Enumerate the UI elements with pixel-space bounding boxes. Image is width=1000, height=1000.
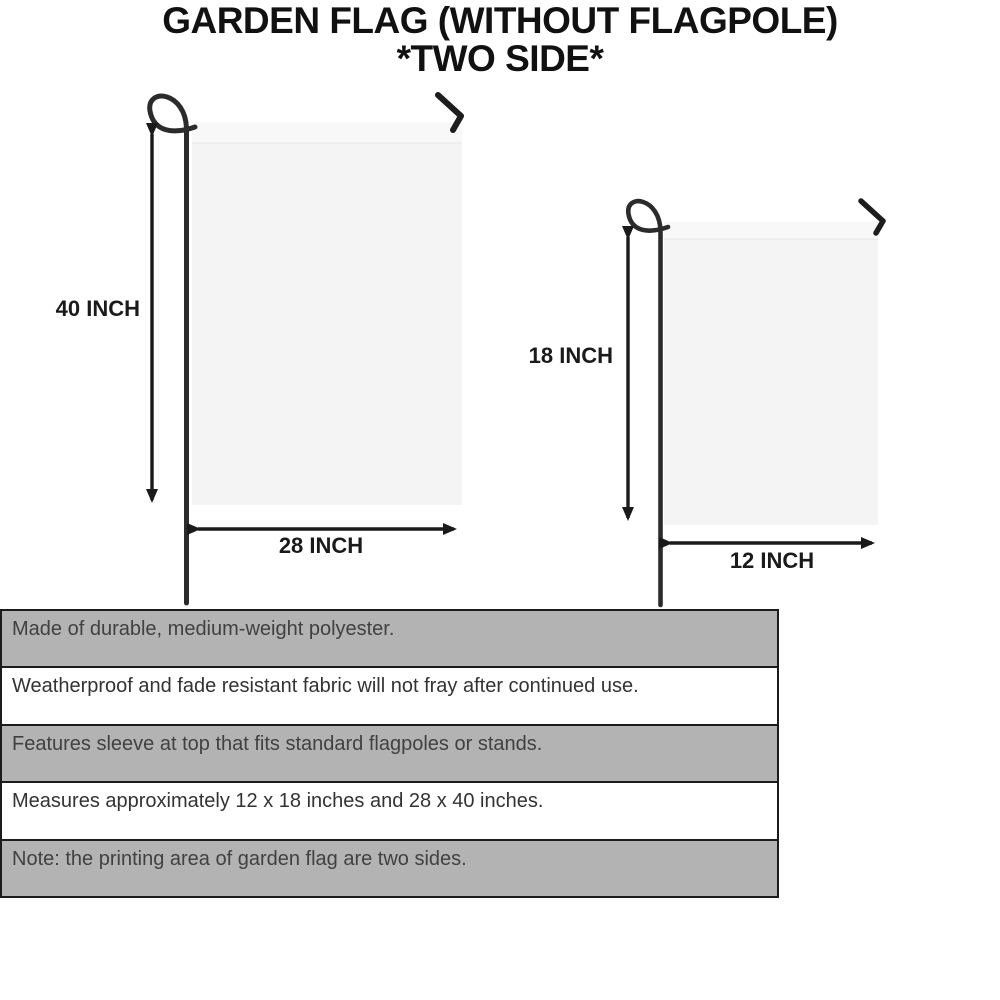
small-flag-fabric: [664, 222, 878, 525]
feature-row-measures: Measures approximately 12 x 18 inches and 28 x 40 inches.: [2, 783, 777, 840]
small-flag-sleeve: [664, 222, 878, 239]
large-flag-sleeve: [192, 122, 462, 143]
large-flag-pole-icon: [150, 96, 195, 603]
large-flag-height-label: 40 INCH: [55, 296, 140, 321]
page-title-line2: *TWO SIDE*: [396, 38, 604, 80]
large-flag-group: [150, 95, 462, 603]
feature-list: [0, 609, 779, 898]
feature-row-weatherproof: Weatherproof and fade resistant fabric will not fray after continued use.: [2, 668, 777, 725]
large-flag-fabric: [192, 122, 462, 505]
large-flag-width-label: 28 INCH: [278, 533, 364, 558]
small-flag-pole-icon: [628, 201, 668, 605]
page-title-line1: GARDEN FLAG (WITHOUT FLAGPOLE): [162, 0, 838, 41]
small-flag-group: [628, 201, 883, 605]
feature-row-sleeve: Features sleeve at top that fits standard flagpoles or stands.: [2, 726, 777, 783]
feature-row-material: Made of durable, medium-weight polyester.: [2, 611, 777, 668]
small-flag-height-label: 18 INCH: [528, 343, 613, 368]
small-flag-width-label: 12 INCH: [729, 548, 815, 573]
feature-row-note: Note: the printing area of garden flag are two sides.: [2, 841, 777, 896]
